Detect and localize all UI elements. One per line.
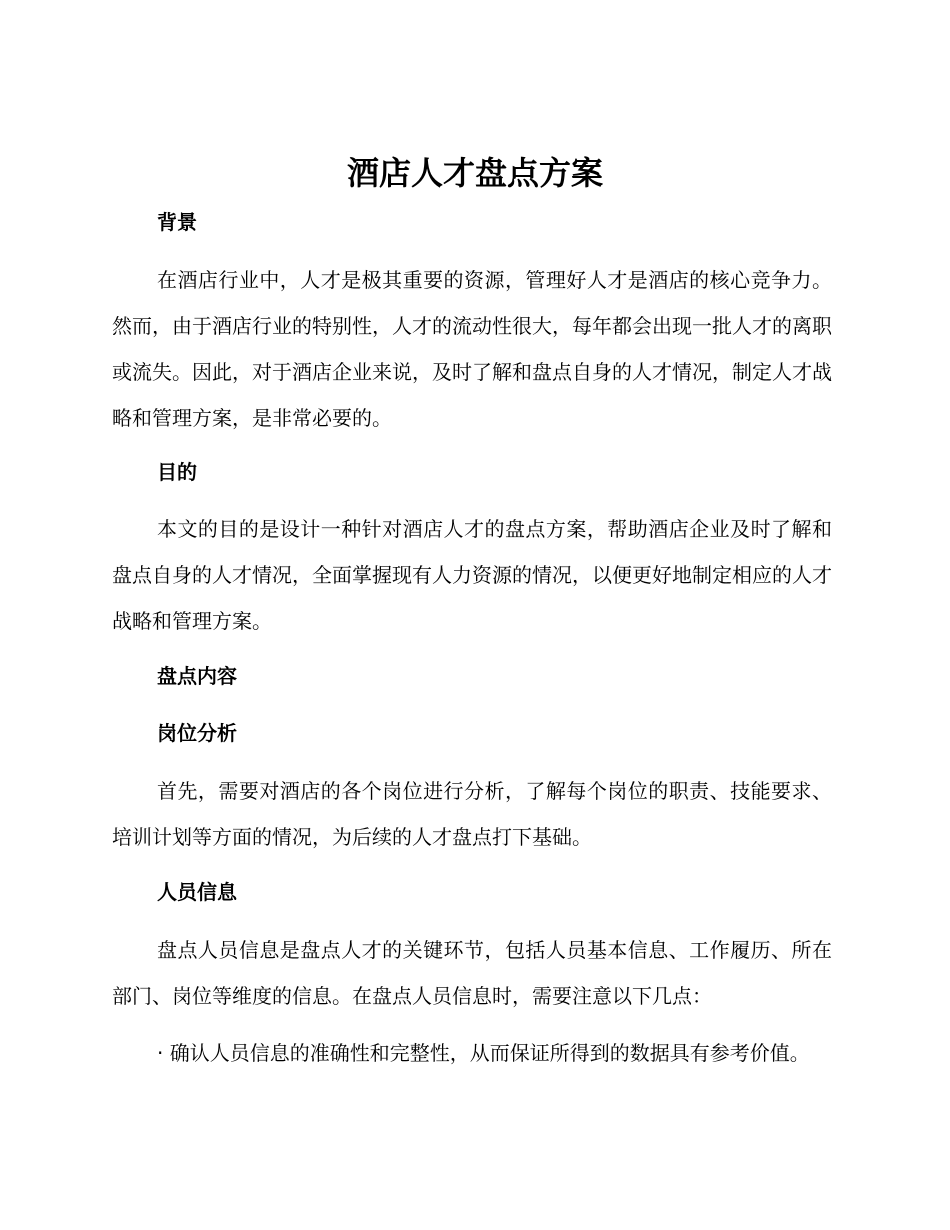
paragraph-position-analysis: 首先，需要对酒店的各个岗位进行分析，了解每个岗位的职责、技能要求、培训计划等方面的情况，为后续的人才盘点打下基础。 xyxy=(112,779,832,849)
paragraph-personnel-info: 盘点人员信息是盘点人才的关键环节，包括人员基本信息、工作履历、所在部门、岗位等维度的信息。在盘点人员信息时，需要注意以下几点： xyxy=(112,938,832,1008)
heading-personnel-info: 人员信息 xyxy=(157,880,237,904)
heading-inventory-content: 盘点内容 xyxy=(157,664,237,688)
heading-background: 背景 xyxy=(157,210,197,234)
bullet-item: · 确认人员信息的准确性和完整性，从而保证所得到的数据具有参考价值。 xyxy=(157,1041,810,1065)
heading-purpose: 目的 xyxy=(157,460,197,484)
paragraph-purpose: 本文的目的是设计一种针对酒店人才的盘点方案，帮助酒店企业及时了解和盘点自身的人才情况，全面掌握现有人力资源的情况，以便更好地制定相应的人才战略和管理方案。 xyxy=(112,517,832,633)
paragraph-background: 在酒店行业中，人才是极其重要的资源，管理好人才是酒店的核心竞争力。然而，由于酒店行业的特别性，人才的流动性很大，每年都会出现一批人才的离职或流失。因此，对于酒店企业来说，及时了解和盘点自身的人才情况，制定人才战略和管理方案，是非常必要的。 xyxy=(112,268,832,430)
document-title: 酒店人才盘点方案 xyxy=(346,154,603,192)
heading-position-analysis: 岗位分析 xyxy=(157,721,237,745)
